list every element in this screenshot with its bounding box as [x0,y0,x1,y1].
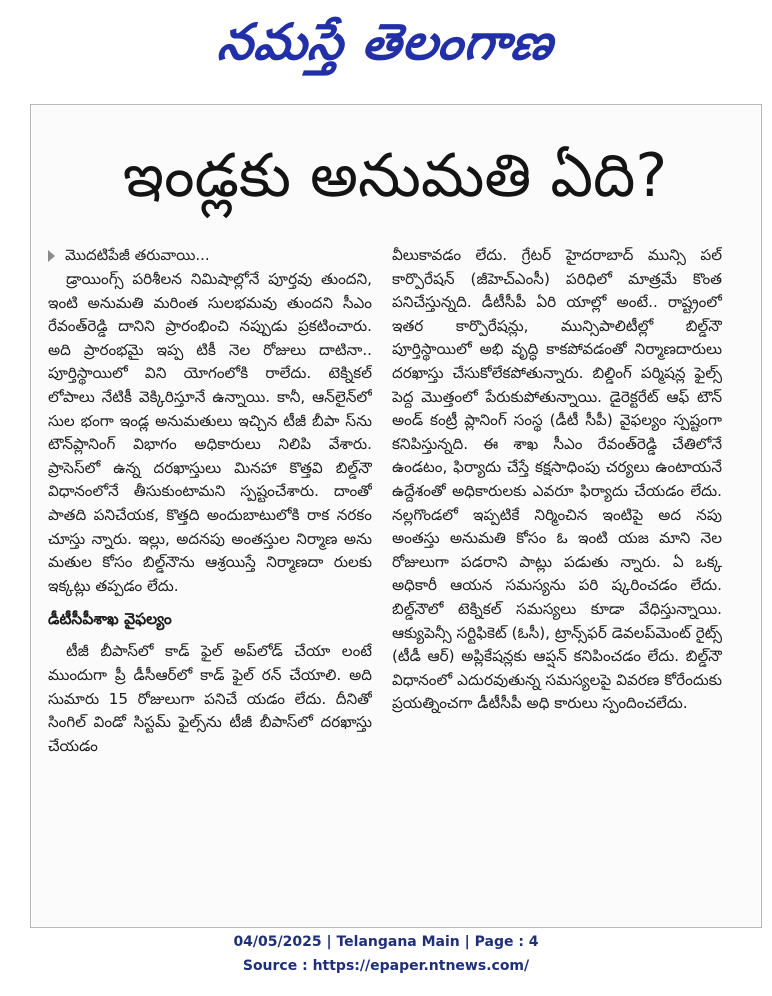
kicker-label: మొదటిపేజీ తరువాయి... [65,245,210,264]
article-column-left [48,244,372,920]
section-subhead: డీటీసీపీశాఖ వైఫల్యం [48,610,172,629]
masthead-logo [0,4,772,80]
chevron-right-icon [48,250,55,262]
continuation-kicker [48,244,372,267]
body-paragraph: డ్రాయింగ్స్ పరిశీలన నిమిషాల్లోనే పూర్తవు తుందని, ఇంటి అనుమతి మరింత సులభమవు తుందని సీఎం రేవంత్‌రెడ్డి దానిని ప్రారంభించి నప్పుడు ప్రకటించారు. అది ప్రారంభమై ఇప్ప టికీ నెల రోజులు దాటినా.. పూర్తిస్థాయిలో విని యోగంలోకి రాలేదు. టెక్నికల్ లోపాలు నేటికీ వెక్కిరిస్తూనే ఉన్నాయి. కానీ, ఆన్‌లైన్‌లో సుల భంగా ఇండ్ల అనుమతులు ఇచ్చిన టీజీ బీపా స్‌ను టౌన్‌ప్లానింగ్ విభాగం అధికారులు నిలిపి వేశారు. ప్రాసెస్‌లో ఉన్న దరఖాస్తులు మినహా కొత్తవి బిల్డ్‌నౌ విధానంలోనే తీసుకుంటామని స్పష్టంచేశారు. దాంతో పాతది పనిచేయక, కొత్తది అందుబాటులోకి రాక నరకం చూస్తు న్నారు. ఇల్లు, అదనపు అంతస్తుల నిర్మాణ అను మతుల కోసం బిల్డ్‌నౌను ఆశ్రయిస్తే నిర్మాణదా రులకు ఇక్కట్లు తప్పడం లేదు. [48,270,372,595]
footer-edition-info: 04/05/2025 | Telangana Main | Page : 4 [233,934,539,950]
masthead-title: నమస్తే తెలంగాణ [215,13,557,71]
footer-source: Source : https://epaper.ntnews.com/ [242,958,530,974]
article-headline: ఇండ్లకు అనుమతి ఏది? [122,141,668,211]
article-column-right [392,244,722,920]
body-paragraph: టీజీ బీపాస్‌లో కాడ్ ఫైల్ అప్‌లోడ్ చేయా లంటే ముందుగా ప్రీ డీసీఆర్‌లో కాడ్ ఫైల్ రన్ చేయాలి. అది సుమారు 15 రోజులుగా పనిచే యడం లేదు. దీనితో సింగిల్ విండో సిస్టమ్ ఫైల్స్‌ను టీజీ బీపాస్‌లో దరఖాస్తు చేయడం [48,642,372,755]
body-paragraph: వీలుకావడం లేదు. గ్రేటర్ హైదరాబాద్ మున్సి పల్ కార్పొరేషన్ (జీహెచ్‌ఎంసీ) పరిధిలో మాత్రమే కొంత పనిచేస్తున్నది. డీటీసీపీ ఏరి యాల్లో అంటే.. రాష్ట్రంలో ఇతర కార్పొరేషన్లు, మున్సిపాలిటీల్లో బిల్డ్‌నౌ పూర్తిస్థాయిలో అభి వృద్ధి కాకపోవడంతో నిర్మాణదారులు దరఖాస్తు చేసుకోలేకపోతున్నారు. బిల్డింగ్ పర్మిషన్ల ఫైల్స్ పెద్ద మొత్తంలో పేరుకుపోతున్నాయి. డైరెక్టరేట్ ఆఫ్ టౌన్ అండ్ కంట్రీ ప్లానింగ్ సంస్థ (డీటీ సీపీ) వైఫల్యం స్పష్టంగా కనిపిస్తున్నది. ఈ శాఖ సీఎం రేవంత్‌రెడ్డి చేతిలోనే ఉండటం, ఫిర్యాదు చేస్తే కక్షసాధింపు చర్యలు ఉంటాయనే ఉద్దేశంతో అధికారులకు ఎవరూ ఫిర్యాదు చేయడం లేదు. నల్లగొండలో ఇప్పటికే నిర్మించిన ఇంటిపై అద నపు అంతస్తు అనుమతి కోసం ఓ ఇంటి యజ మాని నెల రోజులుగా పడరాని పాట్లు పడుతు న్నారు. ఏ ఒక్క అధికారీ ఆయన సమస్యను పరి ష్కరించడం లేదు. బిల్డ్‌నౌలో టెక్నికల్ సమస్యలు కూడా వేధిస్తున్నాయి. ఆక్యుపెన్సీ సర్టిఫికెట్ (ఓసీ), ట్రాన్స్‌ఫర్ డెవలప్‌మెంట్ రైట్స్ (టీడీ ఆర్) అప్లికేషన్లకు ఆప్షన్ కనిపించడం లేదు. బిల్డ్‌నౌ విధానంలో ఎదురవుతున్న సమస్యలపై వివరణ కోరేందుకు ప్రయత్నించగా డీటీసీపీ అధి కారులు స్పందించలేదు. [392,246,722,713]
